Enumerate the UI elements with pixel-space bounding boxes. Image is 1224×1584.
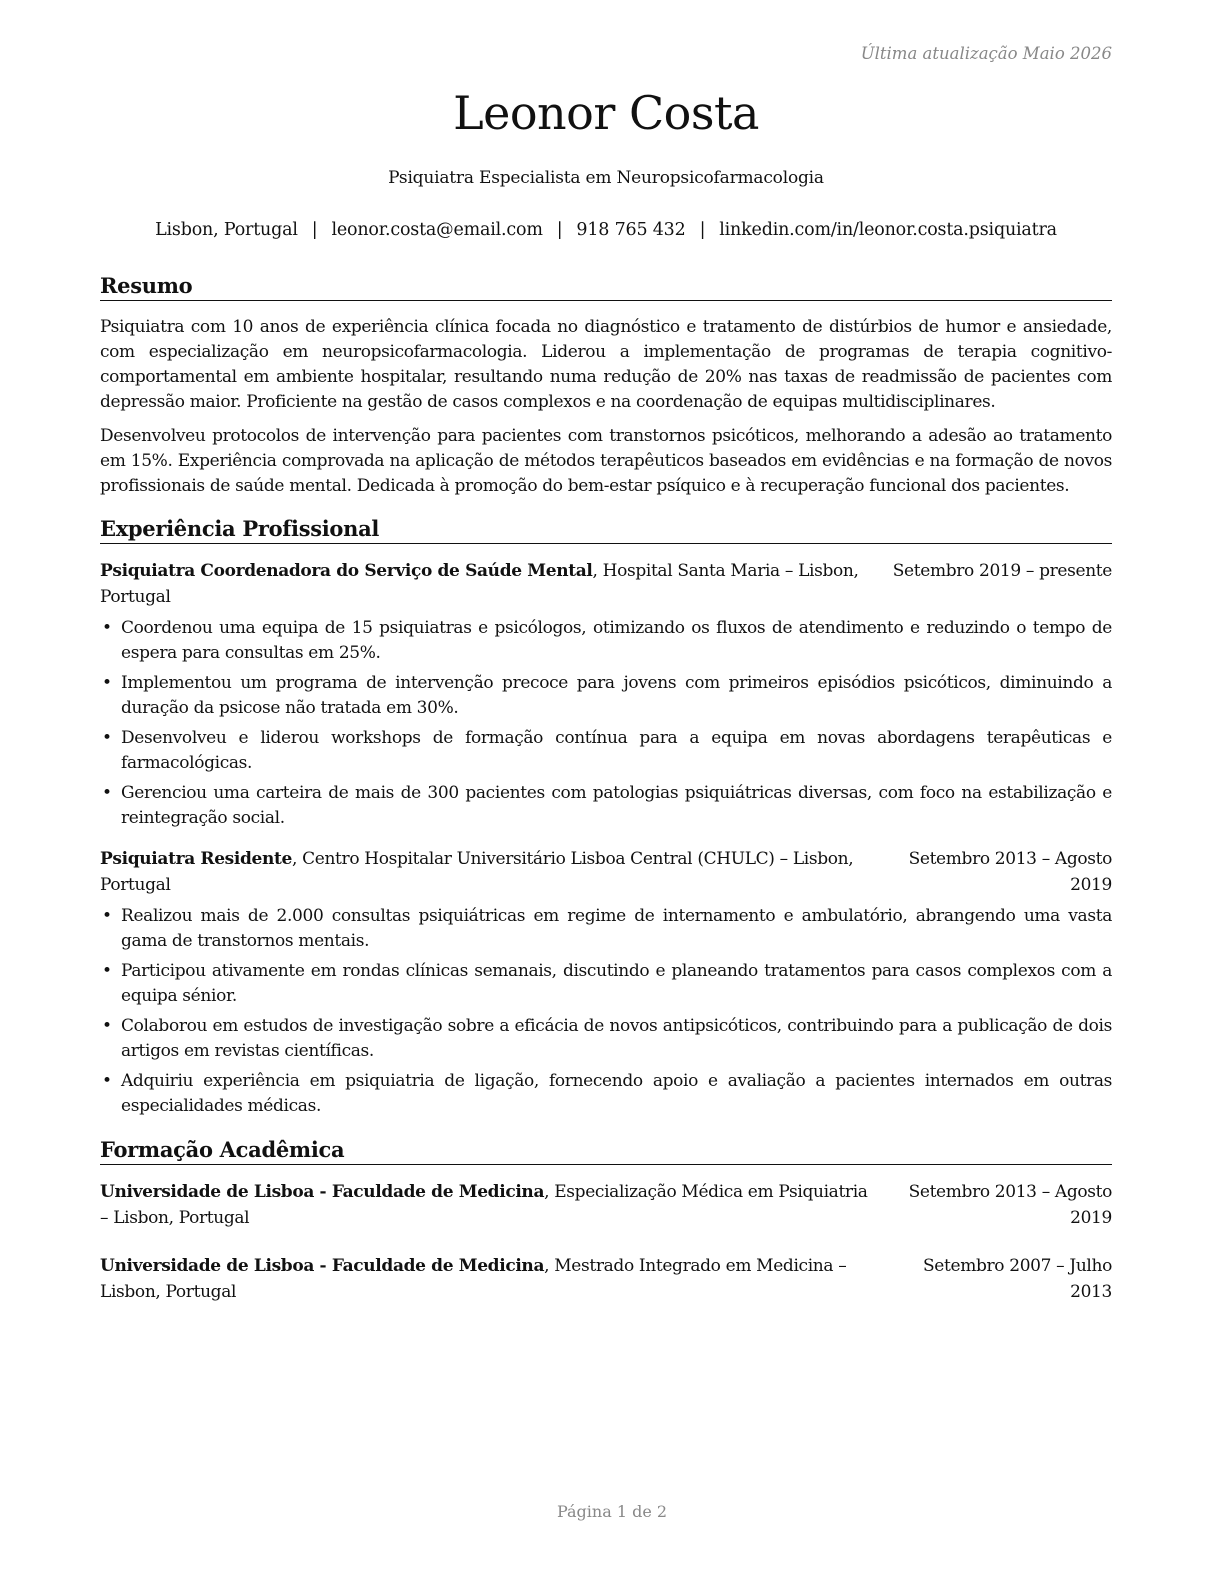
contact-separator: | xyxy=(699,220,706,240)
bullet-text: Colaborou em estudos de investigação sobre a eficácia de novos antipsicóticos, contribuindo para a publicação de dois artigos em revistas científicas. xyxy=(121,1016,1112,1061)
job-bullets xyxy=(100,904,1112,1119)
bullet-icon: • xyxy=(102,783,112,803)
list-item xyxy=(100,671,1112,721)
bullet-text: Coordenou uma equipa de 15 psiquiatras e psicólogos, otimizando os fluxos de atendimento e reduzindo o tempo de espera para consultas em 25%. xyxy=(121,618,1112,663)
education-school: Universidade de Lisboa - Faculdade de Medicina xyxy=(100,1182,545,1202)
section-heading-summary: Resumo xyxy=(100,272,1112,301)
contact-location: Lisbon, Portugal xyxy=(155,220,298,240)
bullet-icon: • xyxy=(102,618,112,638)
summary-section xyxy=(100,272,1112,499)
candidate-name: Leonor Costa xyxy=(453,86,759,140)
education-entry xyxy=(100,1254,1112,1305)
last-updated: Última atualização Maio 2026 xyxy=(860,44,1112,63)
education-school: Universidade de Lisboa - Faculdade de Medicina xyxy=(100,1256,545,1276)
bullet-icon: • xyxy=(102,1071,112,1091)
contact-separator: | xyxy=(556,220,563,240)
contact-line xyxy=(100,220,1112,240)
bullet-icon: • xyxy=(102,961,112,981)
bullet-text: Implementou um programa de intervenção precoce para jovens com primeiros episódios psicóticos, diminuindo a duração da psicose não tratada em 30%. xyxy=(121,673,1112,718)
list-item xyxy=(100,904,1112,954)
job-role: Psiquiatra Residente xyxy=(100,849,292,869)
job-org: , Centro Hospitalar Universitário Lisboa Central (CHULC) – Lisbon, Portugal xyxy=(100,849,854,895)
education-dates: Setembro 2007 – Julho 2013 xyxy=(923,1256,1112,1302)
job-title-line xyxy=(100,559,878,610)
section-heading-education: Formação Acadêmica xyxy=(100,1136,1112,1165)
contact-phone: 918 765 432 xyxy=(576,220,686,240)
contact-separator: | xyxy=(311,220,318,240)
job-entry xyxy=(100,559,1112,831)
bullet-icon: • xyxy=(102,728,112,748)
bullet-icon: • xyxy=(102,906,112,926)
job-dates: Setembro 2013 – Agosto 2019 xyxy=(908,849,1112,895)
list-item xyxy=(100,1069,1112,1119)
list-item xyxy=(100,616,1112,666)
list-item xyxy=(100,1014,1112,1064)
job-header xyxy=(100,559,1112,610)
education-title-line xyxy=(100,1180,878,1231)
bullet-text: Desenvolveu e liderou workshops de formação contínua para a equipa em novas abordagens terapêuticas e farmacológicas. xyxy=(121,728,1112,773)
education-detail: , Mestrado Integrado em Medicina – Lisbon, Portugal xyxy=(100,1256,847,1302)
bullet-icon: • xyxy=(102,1016,112,1036)
education-section xyxy=(100,1136,1112,1305)
education-entry xyxy=(100,1180,1112,1231)
summary-paragraph: Psiquiatra com 10 anos de experiência clínica focada no diagnóstico e tratamento de distúrbios de humor e ansiedade, com especialização em neuropsicofarmacologia. Liderou a implementação de programas de terapia cognitivo-comportamental em ambiente hospitalar, resultando numa redução de 20% nas taxas de readmissão de pacientes com depressão maior. Proficiente na gestão de casos complexos e na coordenação de equipas multidisciplinares. xyxy=(100,317,1112,412)
list-item xyxy=(100,781,1112,831)
job-role: Psiquiatra Coordenadora do Serviço de Saúde Mental xyxy=(100,561,593,581)
bullet-icon: • xyxy=(102,673,112,693)
contact-linkedin[interactable]: linkedin.com/in/leonor.costa.psiquiatra xyxy=(719,220,1057,240)
education-dates: Setembro 2013 – Agosto 2019 xyxy=(908,1182,1112,1228)
summary-paragraph: Desenvolveu protocolos de intervenção para pacientes com transtornos psicóticos, melhorando a adesão ao tratamento em 15%. Experiência comprovada na aplicação de métodos terapêuticos baseados em evidências e na formação de novos profissionais de saúde mental. Dedicada à promoção do bem-estar psíquico e à recuperação funcional dos pacientes. xyxy=(100,426,1112,496)
education-title-line xyxy=(100,1254,878,1305)
job-org: , Hospital Santa Maria – Lisbon, Portugal xyxy=(100,561,859,607)
bullet-text: Gerenciou uma carteira de mais de 300 pacientes com patologias psiquiátricas diversas, com foco na estabilização e reintegração social. xyxy=(121,783,1112,828)
job-bullets xyxy=(100,616,1112,831)
list-item xyxy=(100,959,1112,1009)
section-heading-experience: Experiência Profissional xyxy=(100,515,1112,544)
candidate-title: Psiquiatra Especialista em Neuropsicofarmacologia xyxy=(388,168,824,188)
bullet-text: Realizou mais de 2.000 consultas psiquiátricas em regime de internamento e ambulatório, abrangendo uma vasta gama de transtornos mentais. xyxy=(121,906,1112,951)
contact-email[interactable]: leonor.costa@email.com xyxy=(331,220,543,240)
education-detail: , Especialização Médica em Psiquiatria – Lisbon, Portugal xyxy=(100,1182,868,1228)
job-title-line xyxy=(100,847,870,898)
page-number: Página 1 de 2 xyxy=(556,1502,668,1521)
list-item xyxy=(100,726,1112,776)
job-dates: Setembro 2019 – presente xyxy=(892,561,1112,581)
job-entry xyxy=(100,847,1112,1119)
bullet-text: Adquiriu experiência em psiquiatria de ligação, fornecendo apoio e avaliação a pacientes internados em outras especialidades médicas. xyxy=(121,1071,1112,1116)
bullet-text: Participou ativamente em rondas clínicas semanais, discutindo e planeando tratamentos para casos complexos com a equipa sénior. xyxy=(121,961,1112,1006)
job-header xyxy=(100,847,1112,898)
experience-section xyxy=(100,515,1112,1124)
